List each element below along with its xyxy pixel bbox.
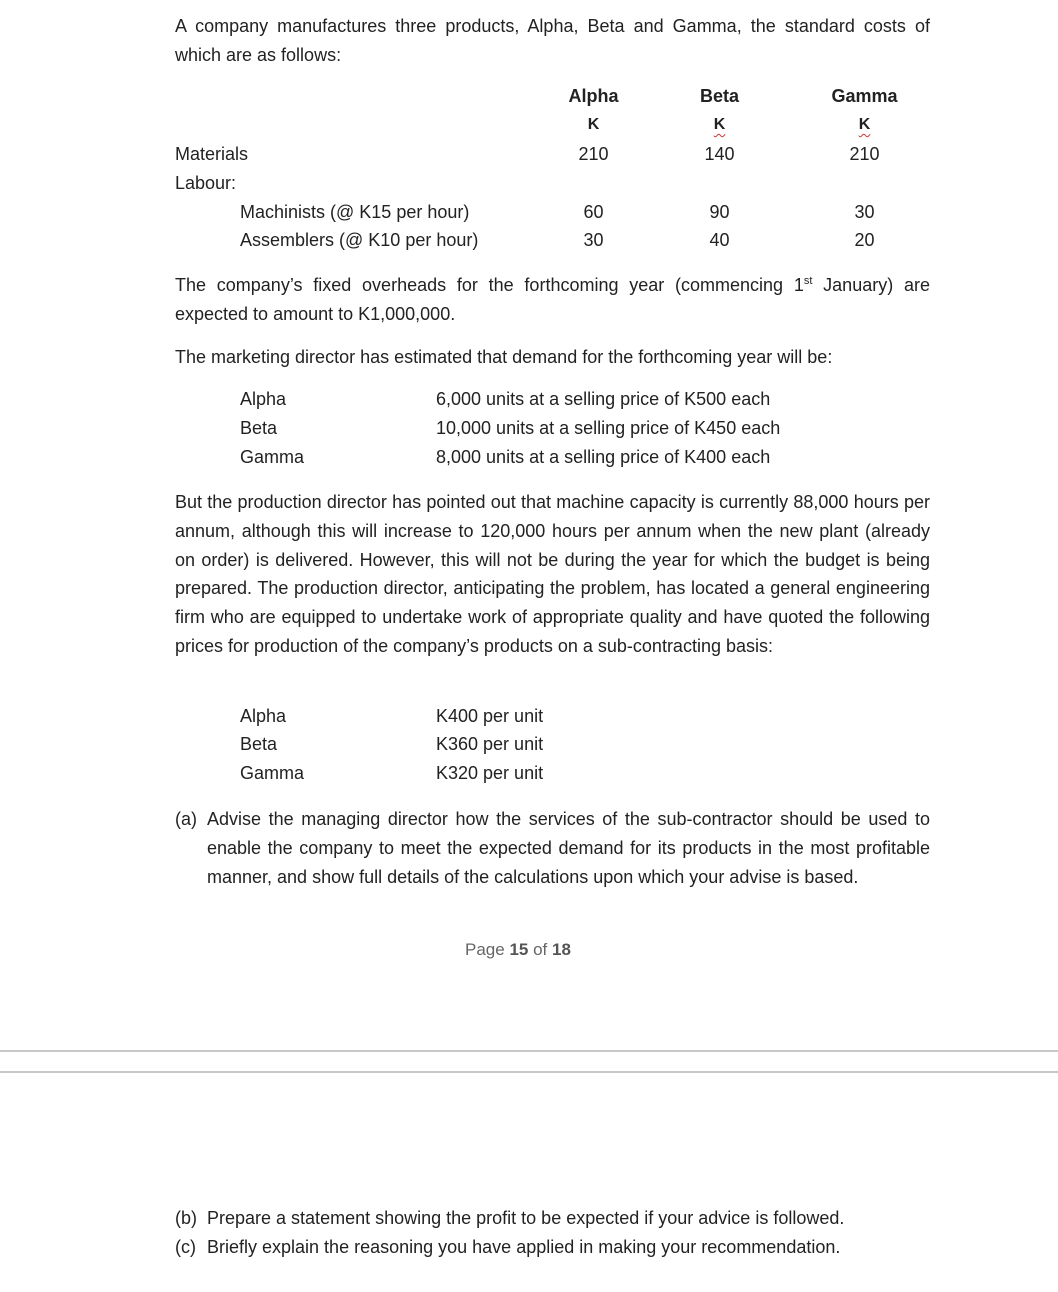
question-a-marker: (a) (175, 809, 197, 829)
header-beta: Beta (699, 86, 739, 106)
materials-beta: 140 (704, 144, 735, 164)
currency-gamma: K (858, 116, 871, 133)
assemblers-label: Assemblers (@ K10 per hour) (240, 230, 479, 250)
assemblers-alpha: 30 (583, 230, 604, 250)
labour-label: Labour: (175, 173, 237, 193)
demand-detail-alpha: 6,000 units at a selling price of K500 each (436, 389, 771, 409)
question-a-text: Advise the managing director how the services of the sub-contractor should be used to enable the company to meet the expected demand for its products in the most profitable manner, and show full details of the calculations upon which your advise is based. (207, 809, 930, 887)
materials-alpha: 210 (578, 144, 609, 164)
materials-label: Materials (175, 144, 249, 164)
assemblers-gamma: 20 (854, 230, 875, 250)
subcontract-price-gamma: K320 per unit (436, 763, 544, 783)
machinists-alpha: 60 (583, 202, 604, 222)
demand-product-gamma: Gamma (240, 447, 305, 467)
question-b-text: Prepare a statement showing the profit to be expected if your advice is followed. (207, 1208, 845, 1228)
subcontract-product-gamma: Gamma (240, 763, 305, 783)
demand-product-beta: Beta (240, 418, 278, 438)
overheads-paragraph: The company’s fixed overheads for the forthcoming year (commencing 1st January) are expected to amount to K1,000,000. (175, 275, 930, 324)
header-gamma: Gamma (831, 86, 898, 106)
header-alpha: Alpha (568, 86, 619, 106)
currency-alpha: K (587, 116, 600, 133)
subcontract-price-alpha: K400 per unit (436, 706, 544, 726)
demand-detail-beta: 10,000 units at a selling price of K450 each (436, 418, 781, 438)
subcontract-price-beta: K360 per unit (436, 734, 544, 754)
materials-gamma: 210 (849, 144, 880, 164)
subcontract-product-beta: Beta (240, 734, 278, 754)
machinists-label: Machinists (@ K15 per hour) (240, 202, 470, 222)
demand-product-alpha: Alpha (240, 389, 287, 409)
demand-detail-gamma: 8,000 units at a selling price of K400 each (436, 447, 771, 467)
machinists-beta: 90 (709, 202, 730, 222)
question-a (175, 805, 930, 891)
question-b (175, 1204, 930, 1233)
question-c-marker: (c) (175, 1237, 196, 1257)
subcontract-product-alpha: Alpha (240, 706, 287, 726)
page-separator-top (0, 1050, 1058, 1052)
production-paragraph: But the production director has pointed out that machine capacity is currently 88,000 hours per annum, although this will increase to 120,000 hours per annum when the new plant (already on order) is delivered. However, this will not be during the year for which the budget is being prepared. The production director, anticipating the problem, has located a general engineering firm who are equipped to undertake work of appropriate quality and have quoted the following prices for production of the company’s products on a sub-contracting basis: (175, 492, 930, 656)
question-c-text: Briefly explain the reasoning you have applied in making your recommendation. (207, 1237, 841, 1257)
currency-beta: K (713, 116, 726, 133)
demand-intro: The marketing director has estimated that demand for the forthcoming year will be: (175, 347, 833, 367)
question-b-marker: (b) (175, 1208, 197, 1228)
page-number: Page 15 of 18 (465, 940, 571, 959)
intro-paragraph: A company manufactures three products, Alpha, Beta and Gamma, the standard costs of which are as follows: (175, 16, 930, 65)
assemblers-beta: 40 (709, 230, 730, 250)
machinists-gamma: 30 (854, 202, 875, 222)
question-c (175, 1233, 930, 1262)
page-separator-bottom (0, 1071, 1058, 1073)
